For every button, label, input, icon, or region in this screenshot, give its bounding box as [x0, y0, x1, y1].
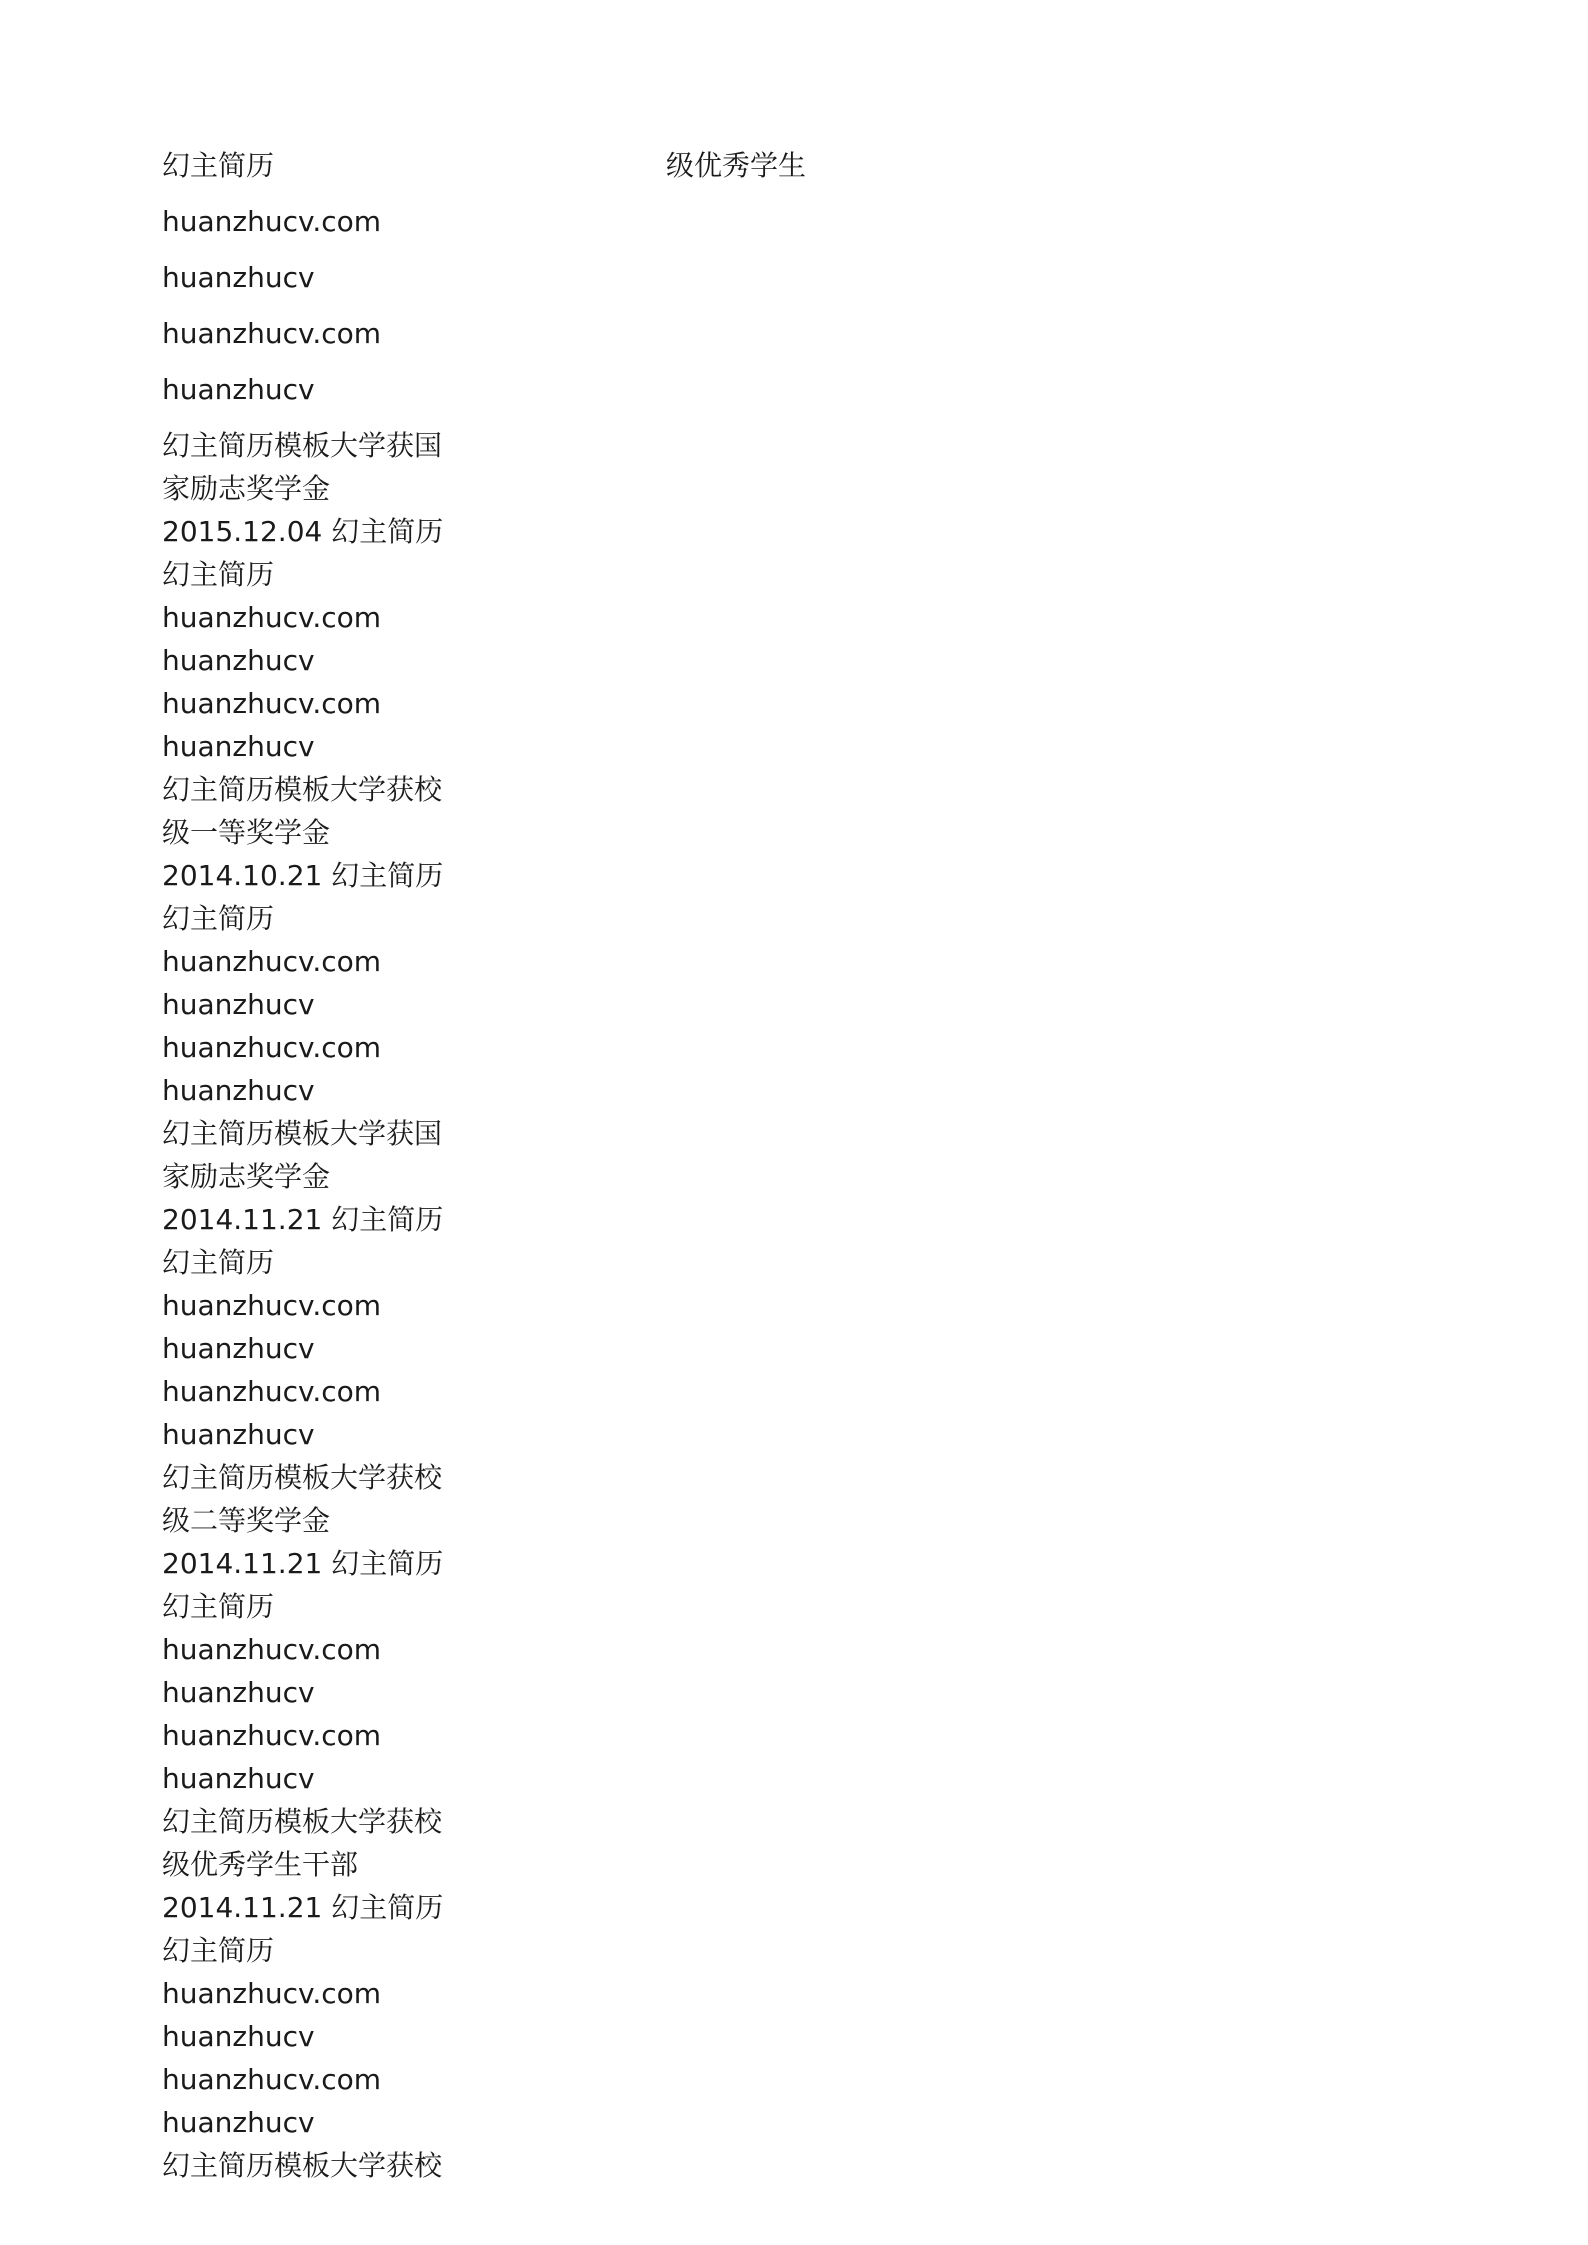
text-line: 2014.11.21 幻主简历	[162, 1891, 444, 1924]
text-line: huanzhucv.com	[162, 687, 382, 720]
text-line: 2014.11.21 幻主简历	[162, 1547, 444, 1580]
text-line: huanzhucv.com	[162, 1719, 382, 1752]
text-line: 家励志奖学金	[162, 1160, 331, 1193]
text-line: huanzhucv	[162, 1762, 315, 1795]
text-line: huanzhucv	[162, 2020, 315, 2053]
text-line: 2014.11.21 幻主简历	[162, 1203, 444, 1236]
text-line: huanzhucv	[162, 2106, 315, 2139]
left-column-lines	[162, 424, 542, 2187]
text-line: huanzhucv.com	[162, 1289, 382, 1322]
text-line: 级优秀学生干部	[162, 1848, 359, 1881]
text-line: 幻主简历	[162, 1590, 275, 1623]
text-line: 幻主简历	[162, 1246, 275, 1279]
left-column	[162, 144, 542, 2187]
text-line: 级一等奖学金	[162, 816, 331, 849]
text-line: 幻主简历模板大学获校	[162, 1805, 443, 1838]
text-line: 级二等奖学金	[162, 1504, 331, 1537]
text-line: 幻主简历模板大学获校	[162, 2149, 443, 2182]
text-line: 幻主简历模板大学获国	[162, 429, 443, 462]
text-line: huanzhucv	[162, 1332, 315, 1365]
text-line: huanzhucv.com	[162, 601, 382, 634]
text-line: huanzhucv	[162, 1676, 315, 1709]
text-line: huanzhucv	[162, 1074, 315, 1107]
left-column-header	[162, 144, 542, 411]
text-line: huanzhucv	[162, 1418, 315, 1451]
text-line: huanzhucv	[162, 644, 315, 677]
header-line: huanzhucv	[162, 373, 315, 406]
text-line: 幻主简历模板大学获国	[162, 1117, 443, 1150]
text-line: 幻主简历	[162, 558, 275, 591]
text-line: huanzhucv.com	[162, 2063, 382, 2096]
header-line: huanzhucv	[162, 261, 315, 294]
text-line: huanzhucv.com	[162, 1977, 382, 2010]
right-column	[666, 144, 1066, 200]
text-line: huanzhucv.com	[162, 945, 382, 978]
text-line: 幻主简历	[162, 902, 275, 935]
text-line: 家励志奖学金	[162, 472, 331, 505]
text-line: 幻主简历	[162, 1934, 275, 1967]
text-line: huanzhucv	[162, 730, 315, 763]
text-line: 幻主简历模板大学获校	[162, 773, 443, 806]
text-line: 2015.12.04 幻主简历	[162, 515, 444, 548]
text-line: huanzhucv	[162, 988, 315, 1021]
text-line: huanzhucv.com	[162, 1633, 382, 1666]
header-line: huanzhucv.com	[162, 317, 382, 350]
text-line: 2014.10.21 幻主简历	[162, 859, 444, 892]
text-line: 幻主简历模板大学获校	[162, 1461, 443, 1494]
header-line: huanzhucv.com	[162, 205, 382, 238]
header-line: 幻主简历	[162, 149, 275, 182]
text-line: huanzhucv.com	[162, 1031, 382, 1064]
text-line: huanzhucv.com	[162, 1375, 382, 1408]
text-line: 级优秀学生	[666, 149, 807, 182]
